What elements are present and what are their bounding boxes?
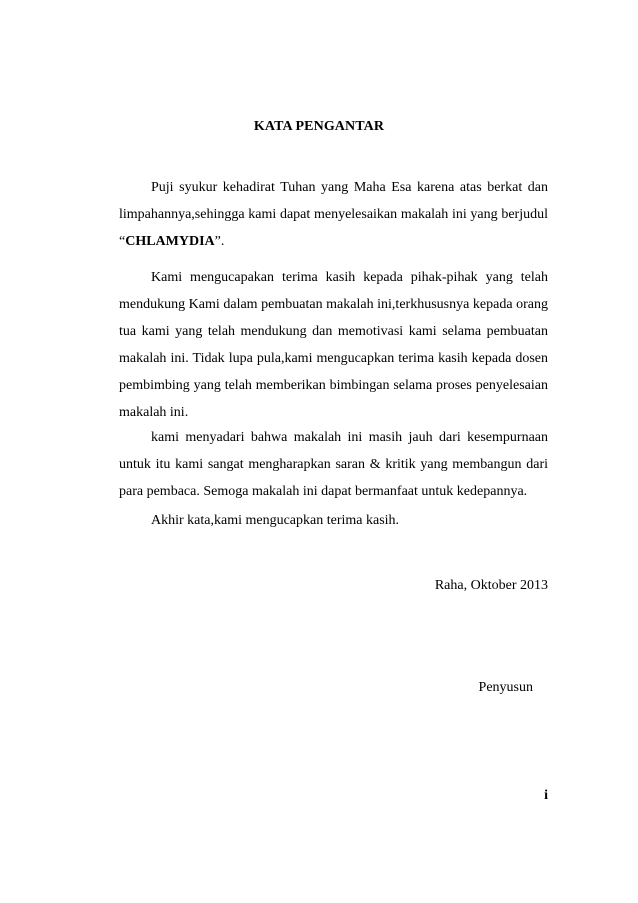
paragraph-gratitude-end: ”. bbox=[214, 234, 225, 249]
place-date: Raha, Oktober 2013 bbox=[434, 578, 548, 593]
paragraph-closing: Akhir kata,kami mengucapkan terima kasih. bbox=[151, 513, 400, 528]
page-title: KATA PENGANTAR bbox=[253, 119, 385, 134]
paragraph-gratitude bbox=[119, 174, 548, 255]
paragraph-thanks: Kami mengucapakan terima kasih kepada pihak-pihak yang telah mendukung Kami dalam pembuatan makalah ini,terkhususnya kepada orang tua kami yang telah mendukung dan memotivasi kami selama pembuatan makalah ini. Tidak lupa pula,kami mengucapkan terima kasih kepada dosen pembimbing yang telah memberikan bimbingan selama proses penyelesaian makalah ini. bbox=[119, 270, 548, 420]
paragraph-gratitude-text: Puji syukur kehadirat Tuhan yang Maha Esa karena atas berkat dan limpahannya,sehingga kami dapat menyelesaikan makalah ini yang berjudul “ bbox=[119, 180, 548, 249]
paragraph-acknowledgement: kami menyadari bahwa makalah ini masih jauh dari kesempurnaan untuk itu kami sangat mengharapkan saran & kritik yang membangun dari para pembaca. Semoga makalah ini dapat bermanfaat untuk kedepannya. bbox=[119, 430, 548, 499]
page-number: i bbox=[544, 788, 548, 803]
author-signature: Penyusun bbox=[478, 680, 533, 695]
paper-title-chlamydia: CHLAMYDIA bbox=[125, 234, 215, 249]
